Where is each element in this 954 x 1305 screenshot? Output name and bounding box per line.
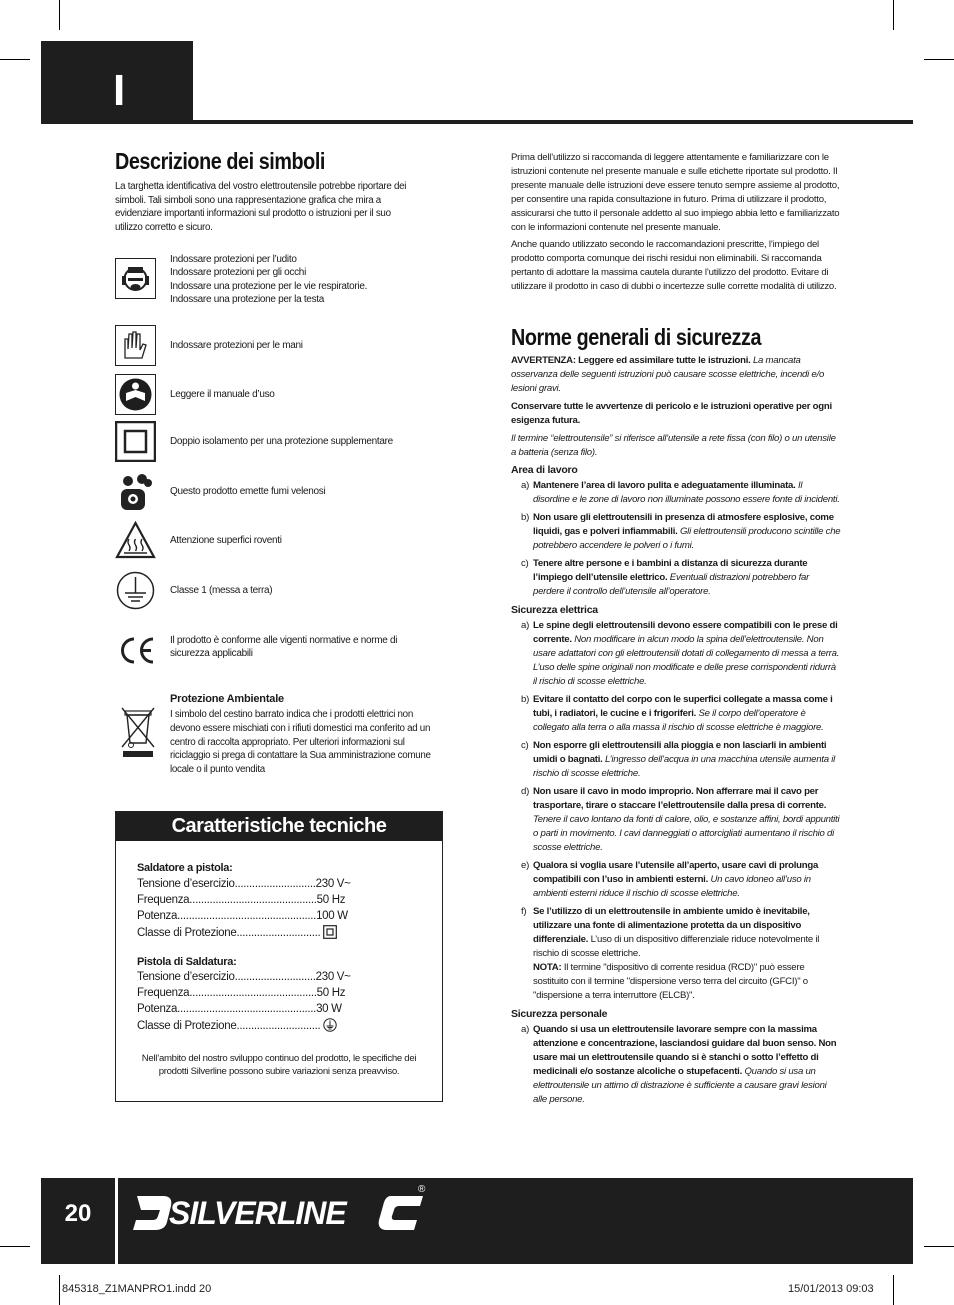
list-item: a) Mantenere l’area di lavoro pulita e adeguatamente illuminata. Il disordine e le zone di lavoro non illuminate possono essere fonte di incidenti.	[521, 480, 840, 505]
page-number: 20	[64, 1200, 92, 1227]
date-slug: 15/01/2013 09:03	[788, 1283, 874, 1295]
gun-title: Saldatore a pistola:	[137, 862, 233, 874]
symbol-row	[115, 254, 368, 306]
symbol-row	[115, 421, 393, 462]
spec-row: Classe di Protezione.............................	[137, 1018, 337, 1034]
hot-surface-icon	[115, 520, 156, 561]
keep-instructions: Conservare tutte le avvertenze di pericolo e le istruzioni operative per ogni esigenza futura.	[511, 401, 832, 426]
spec-row: Tensione d’esercizio............................230 V~	[137, 878, 351, 890]
footer-divider	[115, 1178, 118, 1264]
spec-row: Frequenza............................................50 Hz	[137, 894, 346, 906]
list-item: c) Non esporre gli elettroutensili alla pioggia e non lasciarli in ambienti umidi o bagnati. L’ingresso dell’acqua in una macchina utensile aumenta il rischio di scosse elettriche.	[521, 740, 835, 779]
symbol-row	[115, 325, 303, 366]
list-item: a) Quando si usa un elettroutensile lavorare sempre con la massima attenzione e concentrazione, lasciandosi guidare dal buon senso. Non usare mai un elettroutensile quando si è stanchi o sotto l’effetto di medicinali e/o sostanze alcoliche o stupefacenti. Quando si usa un elettroutensile un attimo di distrazione è sufficiente a causare gravi lesioni alle persone.	[521, 1024, 837, 1105]
gloves-icon	[115, 325, 156, 366]
crop-mark	[0, 59, 30, 60]
header-rule	[41, 120, 913, 124]
list-item: b) Non usare gli elettroutensili in presenza di atmosfere esplosive, come liquidi, gas e polveri infiammabili. Gli elettroutensili producono scintille che potrebbero accendere le polveri o i fumi.	[521, 512, 841, 551]
spec-label: Potenza	[137, 910, 178, 922]
list-item: c) Tenere altre persone e i bambini a distanza di sicurezza durante l’impiego dell’utensile elettrico. Eventuali distrazioni potrebbero far perdere il controllo dell’utensile all’operatore.	[521, 558, 810, 597]
list-item: e) Qualora si voglia usare l’utensile all’aperto, usare cavi di prolunga compatibili con l’uso in ambienti esterni. Un cavo idoneo all’uso in ambienti esterni riduce il rischio di scosse elettriche.	[521, 860, 819, 899]
protective-gear-icon	[115, 258, 156, 299]
double-insulation-icon	[323, 925, 337, 939]
warning-paragraph	[511, 354, 841, 396]
crop-mark	[59, 0, 60, 30]
symbol-text: Leggere il manuale d’uso	[170, 389, 275, 400]
symbol-row	[115, 630, 398, 671]
wheelie-bin-icon	[119, 705, 157, 764]
specifications-box	[115, 811, 443, 1102]
toxic-fumes-icon	[115, 471, 156, 512]
symbol-text: Doppio isolamento per una protezione supplementare	[170, 436, 393, 447]
environment-title: Protezione Ambientale	[170, 693, 284, 705]
symbols-title: Descrizione dei simboli	[115, 148, 325, 174]
symbol-text: Indossare protezioni per l’udito Indossare protezioni per gli occhi Indossare una protezione per le vie respiratorie. Indossare una protezione per la testa	[170, 254, 368, 306]
spec-label: Tensione d’esercizio	[137, 878, 235, 890]
silverline-logo	[133, 1188, 433, 1234]
language-tab: I	[41, 41, 193, 123]
symbols-intro: La targhetta identificativa del vostro elettroutensile potrebbe riportare dei simboli. Tali simboli sono una rappresentazione grafica che mira a evidenziare importanti informazioni sul prodotto o istruzioni per il suo utilizzo corretto e sicuro.	[115, 181, 407, 233]
list-item: a) Le spine degli elettroutensili devono essere compatibili con le prese di corrente. Non modificare in alcun modo la spina dell’elettroutensile. Non usare adattatori con gli elettroutensili dotati di collegamento di messa a terra. L’uso delle spine originali non modificate e delle prese corrispondenti ridurrà il rischio di scosse elettriche.	[521, 620, 840, 687]
spec-label: Frequenza	[137, 987, 190, 999]
earth-ground-icon	[323, 1018, 337, 1032]
spec-value: 100 W	[316, 910, 348, 922]
term-definition: Il termine “elettroutensile” si riferisce all’utensile a rete fissa (con filo) o un utensile a batteria (senza filo).	[511, 433, 836, 458]
symbol-text: Il prodotto è conforme alle vigenti normative e norme di sicurezza applicabili	[170, 635, 398, 660]
crop-mark	[59, 1275, 60, 1305]
list-item: b) Evitare il contatto del corpo con le superfici collegate a massa come i tubi, i radiatori, le cucine e i frigoriferi. Se il corpo dell’operatore è collegato alla terra o alla massa il rischio di scosse elettriche è maggiore.	[521, 694, 833, 733]
ce-mark-icon	[115, 630, 156, 671]
spec-label: Classe di Protezione	[137, 1020, 237, 1032]
symbol-row	[115, 570, 273, 611]
spec-label: Frequenza	[137, 894, 190, 906]
spec-value: 230 V~	[315, 971, 351, 983]
read-manual-icon	[115, 374, 156, 415]
safety-title: Norme generali di sicurezza	[511, 324, 762, 350]
file-slug: 845318_Z1MANPRO1.indd 20	[62, 1283, 212, 1295]
symbol-row	[115, 374, 275, 415]
personal-safety-title: Sicurezza personale	[511, 1008, 608, 1020]
crop-mark	[893, 1275, 894, 1305]
symbol-text: Attenzione superfici roventi	[170, 535, 282, 546]
spec-value: 50 Hz	[316, 987, 346, 999]
double-insulation-icon	[115, 421, 156, 462]
spec-label: Classe di Protezione	[137, 927, 237, 939]
specifications-note: Nell’ambito del nostro sviluppo continuo del prodotto, le specifiche dei prodotti Silverline possono subire variazioni senza preavviso.	[141, 1053, 417, 1077]
safety-body	[511, 354, 841, 1107]
intro-paragraph-2: Anche quando utilizzato secondo le raccomandazioni prescritte, l’impiego del prodotto comporta comunque dei rischi residui non eliminabili. Si raccomanda pertanto di adottare la massima cautela durante l’utilizzo del prodotto. Evitare di utilizzare il prodotto in caso di dubbi o incertezze sulle corrette modalità di utilizzo.	[511, 239, 837, 292]
list-item: f) Se l’utilizzo di un elettroutensile in ambiente umido è inevitabile, utilizzare una fonte di alimentazione protetta da un dispositivo differenziale. L’uso di un dispositivo differenziale riduce notevolmente il rischio di scosse elettriche. NOTA: Il termine "dispositivo di corrente residua (RCD)" può essere sostituito con il termine "dispersione verso terra del circuito (GFCI)" o "dispersione a terra interruttore (ELCB)".	[521, 906, 820, 1001]
registered-mark: ®	[418, 1184, 426, 1195]
spec-value: 50 Hz	[316, 894, 346, 906]
specifications-title: Caratteristiche tecniche	[116, 812, 442, 841]
symbol-row	[115, 520, 282, 561]
environment-text: I simbolo del cestino barrato indica che i prodotti elettrici non devono essere mischiati con i rifiuti domestici ma conferito ad un centro di raccolta appropriato. Per ulteriori informazioni sul riciclaggio si prega di contattare la Sua amministrazione comune locale o il punto vendita	[170, 709, 431, 776]
electrical-safety-title: Sicurezza elettrica	[511, 604, 598, 616]
crop-mark	[924, 1246, 954, 1247]
list-item: d) Non usare il cavo in modo improprio. Non afferrare mai il cavo per trasportare, tirare o staccare l’elettroutensile dalla presa di corrente. Tenere il cavo lontano da fonti di calore, olio, e sostanze affini, bordi appuntiti o parti in movimento. I cavi danneggiati o attorcigliati aumentano il rischio di scosse elettriche.	[521, 786, 840, 853]
symbol-row	[115, 471, 326, 512]
crop-mark	[0, 1246, 30, 1247]
earth-ground-icon	[115, 570, 156, 611]
symbol-text: Classe 1 (messa a terra)	[170, 585, 273, 596]
spec-row: Potenza................................................30 W	[137, 1003, 342, 1015]
crop-mark	[893, 0, 894, 30]
intro-paragraph-1: Prima dell’utilizzo si raccomanda di leggere attentamente e familiarizzare con le istruzioni contenute nel presente manuale e sulle etichette riportate sul prodotto. Il presente manuale delle istruzioni deve essere tenuto sempre assieme al prodotto, per consentire una rapida consultazione in futuro. Prima di utilizzare il prodotto, assicurarsi che tutto il personale addetto al suo impiego abbia letto e familiarizzato con le informazioni contenute nel presente manuale.	[511, 152, 840, 233]
warning-bold: AVVERTENZA: Leggere ed assimilare tutte le istruzioni.	[511, 355, 751, 366]
logo-wordmark: SILVERLINE	[169, 1195, 346, 1231]
spec-row: Potenza................................................100 W	[137, 910, 348, 922]
spec-value: 230 V~	[315, 878, 351, 890]
pistol-title: Pistola di Saldatura:	[137, 956, 237, 968]
spec-row: Classe di Protezione.............................	[137, 925, 337, 941]
spec-row: Tensione d’esercizio............................230 V~	[137, 971, 351, 983]
symbol-text: Questo prodotto emette fumi velenosi	[170, 486, 326, 497]
spec-row: Frequenza............................................50 Hz	[137, 987, 346, 999]
crop-mark	[924, 59, 954, 60]
symbol-text: Indossare protezioni per le mani	[170, 340, 303, 351]
spec-label: Tensione d’esercizio	[137, 971, 235, 983]
warning-italic: La mancata osservanza delle seguenti istruzioni può causare scosse elettriche, incendi e/o lesioni gravi.	[511, 355, 825, 394]
spec-value: 30 W	[316, 1003, 342, 1015]
work-area-title: Area di lavoro	[511, 464, 578, 476]
spec-label: Potenza	[137, 1003, 178, 1015]
